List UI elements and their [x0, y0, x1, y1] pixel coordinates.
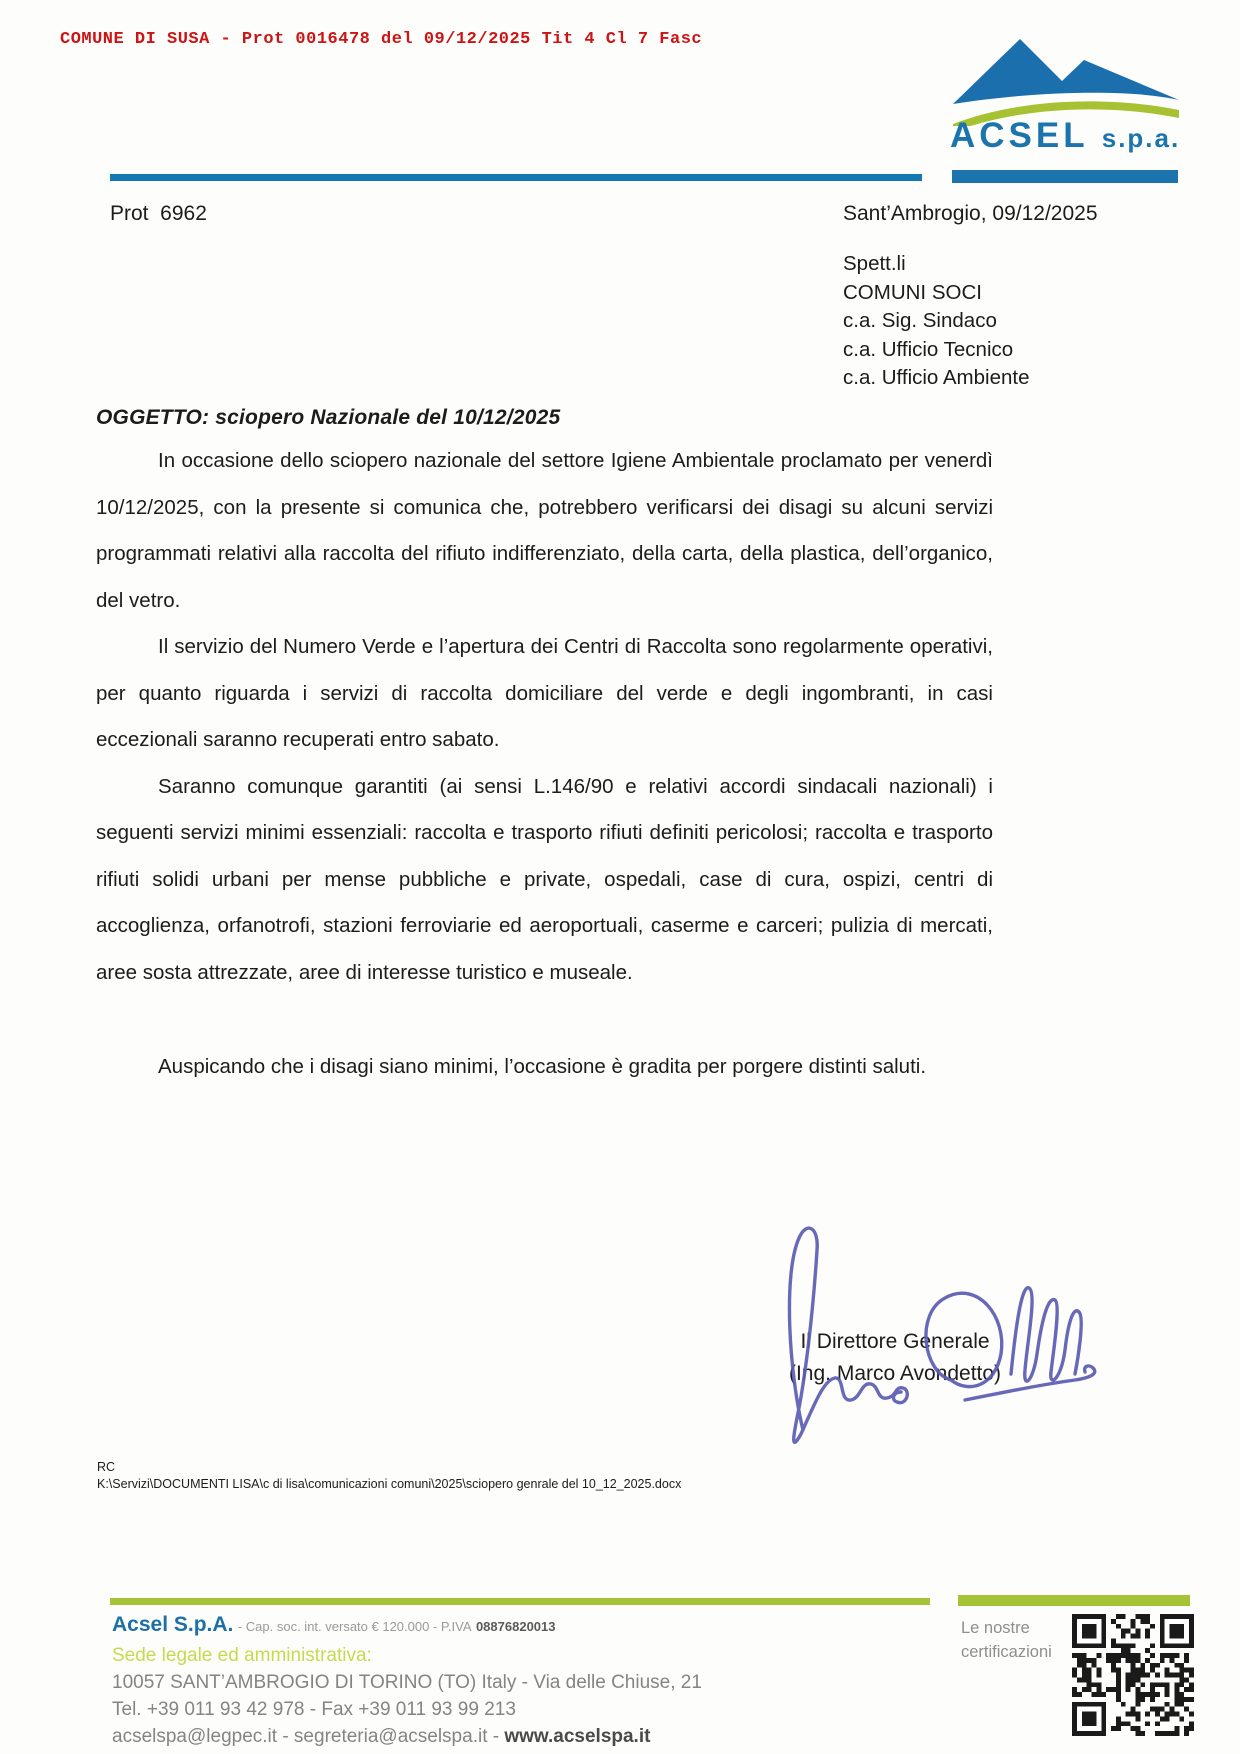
subject-line: OGGETTO: sciopero Nazionale del 10/12/2025 [96, 406, 561, 429]
footer-head-office-label: Sede legale ed amministrativa: [112, 1645, 372, 1666]
footer-company-details: - Cap. soc. int. versato € 120.000 - P.IVA [237, 1619, 472, 1634]
prot-number: Prot 6962 [110, 202, 207, 225]
footer-contacts [112, 1726, 650, 1748]
file-path: K:\Servizi\DOCUMENTI LISA\c di lisa\comunicazioni comuni\2025\sciopero genrale del 10_12_2025.docx [97, 1477, 682, 1491]
place-date: Sant’Ambrogio, 09/12/2025 [843, 202, 1098, 225]
footer-rule-left [110, 1598, 930, 1605]
letter-body [96, 438, 993, 1084]
mountains-icon [950, 36, 1182, 126]
acsel-logo [950, 36, 1182, 155]
recipient-line: Spett.li [843, 252, 906, 275]
footer-address: 10057 SANT’AMBROGIO DI TORINO (TO) Italy - Via delle Chiuse, 21 [112, 1672, 702, 1693]
clerk-initials: RC [97, 1460, 116, 1474]
footer-phone-fax: Tel. +39 011 93 42 978 - Fax +39 011 93 99 213 [112, 1699, 516, 1720]
recipient-line: c.a. Ufficio Tecnico [843, 337, 1014, 361]
footer-company-name: Acsel S.p.A. [112, 1613, 234, 1636]
closing-paragraph: Auspicando che i disagi siano minimi, l’occasione è gradita per porgere distinti saluti. [158, 1055, 927, 1078]
logo-suffix: s.p.a. [1101, 123, 1181, 153]
footer-rule-right [958, 1595, 1190, 1606]
footer-emails: acselspa@legpec.it - segreteria@acselspa.it - [112, 1726, 505, 1747]
recipient-line: c.a. Ufficio Ambiente [843, 366, 1030, 389]
signature-name: (Ing. Marco Avondetto) [788, 1362, 1002, 1385]
protocol-stamp: COMUNE DI SUSA - Prot 0016478 del 09/12/2025 Tit 4 Cl 7 Fasc [60, 30, 703, 49]
footer-piva: 08876820013 [475, 1619, 556, 1634]
qr-code [1072, 1614, 1194, 1736]
logo-wordmark [950, 116, 1182, 156]
recipients-block [843, 250, 1030, 393]
paragraph: Saranno comunque garantiti (ai sensi L.146/90 e relativi accordi sindacali nazionali) i seguenti servizi minimi essenziali: raccolta e trasporto rifiuti definiti pericolosi; raccolta e trasporto rifiuti solidi urbani per mense pubbliche e private, ospedali, case di cura, ospizi, centri di accoglienza, orfanotrofi, stazioni ferroviarie ed aeroportuali, caserme e carceri; pulizia di mercati, aree sosta attrezzate, aree di interesse turistico e museale. [96, 774, 993, 984]
recipient-line: c.a. Sig. Sindaco [843, 309, 997, 332]
paragraph: Il servizio del Numero Verde e l’apertura dei Centri di Raccolta sono regolarmente operativi, per quanto riguarda i servizi di raccolta domiciliare del verde e degli ingombranti, in casi eccezionali saranno recuperati entro sabato. [96, 635, 993, 751]
logo-underline-bar [952, 170, 1178, 183]
footer-company-line [112, 1613, 555, 1637]
logo-name: ACSEL [950, 116, 1088, 155]
recipient-line: COMUNI SOCI [843, 280, 982, 304]
paragraph: In occasione dello sciopero nazionale del settore Igiene Ambientale proclamato per venerdì 10/12/2025, con la presente si comunica che, potrebbero verificarsi dei disagi su alcuni servizi programmati relativi alla raccolta del rifiuto indifferenziato, della carta, della plastica, dell’organico, del vetro. [96, 449, 993, 612]
header-rule [110, 174, 922, 181]
certifications-label: Le nostre certificazioni [961, 1619, 1052, 1661]
footer-website: www.acselspa.it [504, 1726, 651, 1747]
signature-title: Il Direttore Generale [800, 1330, 990, 1353]
signature-block [735, 1326, 1055, 1390]
